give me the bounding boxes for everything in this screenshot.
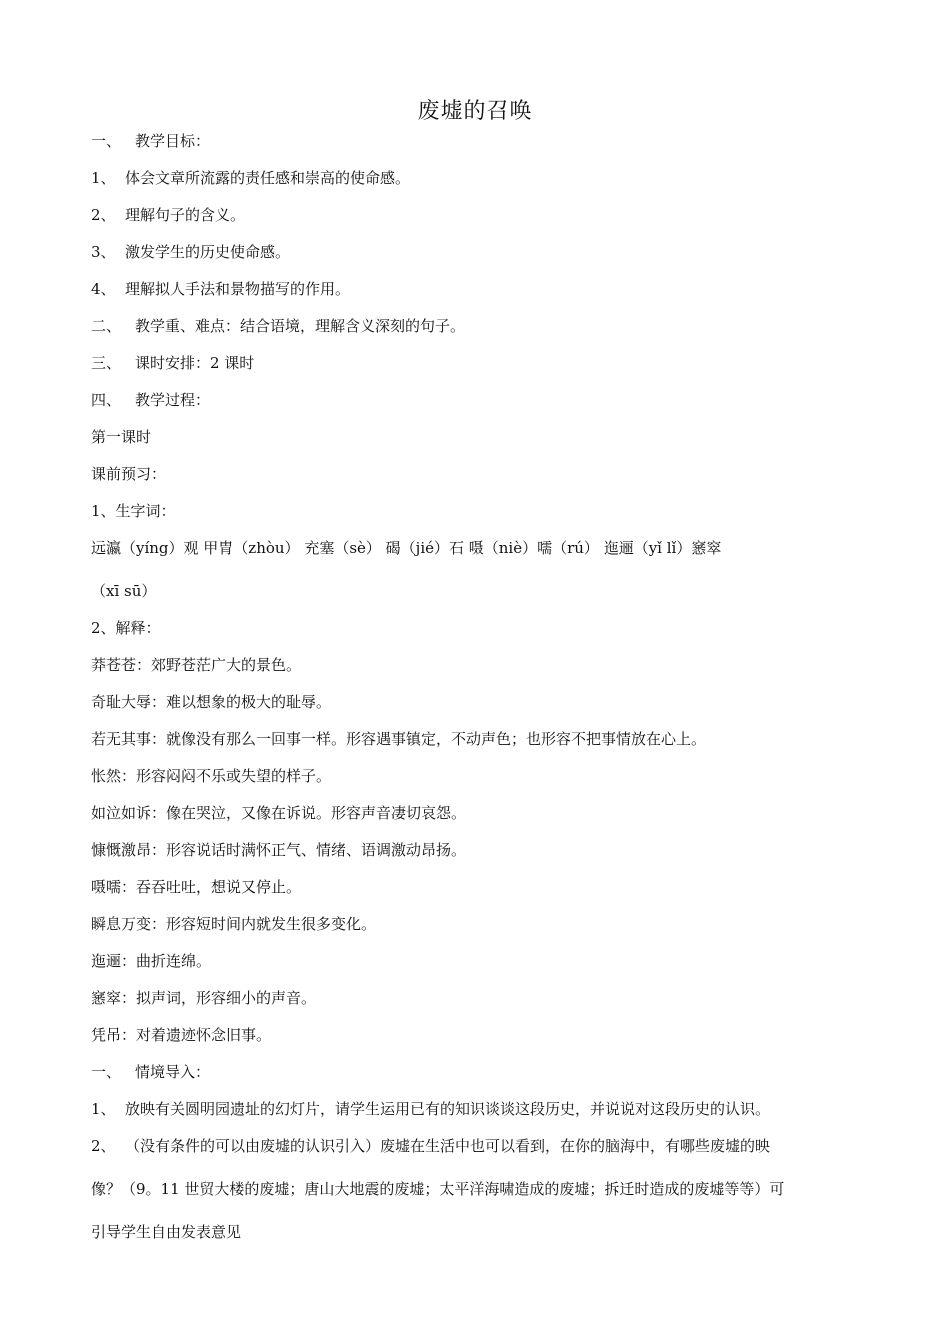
paragraph-line bbox=[91, 427, 871, 447]
line-text: 慷慨激昂：形容说话时满怀正气、情绪、语调激动昂扬。 bbox=[91, 841, 467, 859]
definition-line bbox=[91, 988, 871, 1008]
line-text: 1、生字词： bbox=[91, 502, 176, 520]
line-text: 瞬息万变：形容短时间内就发生很多变化。 bbox=[91, 915, 377, 933]
list-item bbox=[91, 1099, 871, 1119]
section-heading-schedule bbox=[91, 353, 871, 373]
paragraph-line bbox=[91, 618, 871, 638]
definition-line bbox=[91, 692, 871, 712]
line-text: 第一课时 bbox=[91, 428, 152, 446]
list-item bbox=[91, 205, 871, 225]
line-text: 课时安排：2 课时 bbox=[135, 354, 255, 372]
line-text: 凭吊：对着遗迹怀念旧事。 bbox=[91, 1026, 272, 1044]
list-item bbox=[91, 168, 871, 188]
list-item bbox=[91, 279, 871, 299]
definition-line bbox=[91, 914, 871, 934]
section-heading-introduction bbox=[91, 1062, 871, 1082]
section-heading-objectives bbox=[91, 131, 871, 151]
line-text: 理解拟人手法和景物描写的作用。 bbox=[125, 280, 351, 298]
item-number: 4、 bbox=[91, 280, 116, 298]
item-number: 2、 bbox=[91, 206, 116, 224]
line-text: 奇耻大辱：难以想象的极大的耻辱。 bbox=[91, 693, 332, 711]
line-text: 迤逦：曲折连绵。 bbox=[91, 952, 212, 970]
line-text: 理解句子的含义。 bbox=[125, 206, 246, 224]
item-number: 四、 bbox=[91, 391, 122, 409]
line-text: 体会文章所流露的责任感和崇高的使命感。 bbox=[125, 169, 411, 187]
item-number: 2、 bbox=[91, 1137, 116, 1155]
line-text: 放映有关圆明园遗址的幻灯片，请学生运用已有的知识谈谈这段历史，并说说对这段历史的认识。 bbox=[125, 1100, 771, 1118]
line-text: （没有条件的可以由废墟的认识引入）废墟在生活中也可以看到，在你的脑海中，有哪些废墟的映 bbox=[125, 1137, 771, 1155]
item-number: 1、 bbox=[91, 169, 116, 187]
document-title: 废墟的召唤 bbox=[417, 99, 533, 124]
line-text: 嗫嚅：吞吞吐吐，想说又停止。 bbox=[91, 878, 302, 896]
definition-line bbox=[91, 951, 871, 971]
line-text: 若无其事：就像没有那么一回事一样。形容遇事镇定，不动声色；也形容不把事情放在心上。 bbox=[91, 730, 707, 748]
definition-line bbox=[91, 840, 871, 860]
line-text: 情境导入： bbox=[135, 1063, 211, 1081]
line-text: 课前预习： bbox=[91, 465, 167, 483]
item-number: 3、 bbox=[91, 243, 116, 261]
list-item bbox=[91, 1136, 871, 1156]
line-text: 教学重、难点：结合语境，理解含义深刻的句子。 bbox=[135, 317, 466, 335]
line-text: 怅然：形容闷闷不乐或失望的样子。 bbox=[91, 767, 332, 785]
definition-line bbox=[91, 1025, 871, 1045]
line-text: 引导学生自由发表意见 bbox=[91, 1223, 242, 1241]
paragraph-line bbox=[91, 464, 871, 484]
item-number: 二、 bbox=[91, 317, 122, 335]
paragraph-line bbox=[91, 1222, 871, 1242]
paragraph-line bbox=[91, 1179, 871, 1199]
item-number: 1、 bbox=[91, 1100, 116, 1118]
item-number: 一、 bbox=[91, 1063, 122, 1081]
line-text: 像？（9。11 世贸大楼的废墟；唐山大地震的废墟；太平洋海啸造成的废墟；拆迁时造成的废墟等等）可 bbox=[91, 1180, 785, 1198]
vocabulary-line bbox=[91, 581, 871, 601]
line-text: 教学目标： bbox=[135, 132, 211, 150]
definition-line bbox=[91, 729, 871, 749]
list-item bbox=[91, 242, 871, 262]
line-text: 激发学生的历史使命感。 bbox=[125, 243, 291, 261]
paragraph-line bbox=[91, 501, 871, 521]
section-heading-key-points bbox=[91, 316, 871, 336]
line-text: （xī sū） bbox=[91, 582, 157, 600]
line-text: 窸窣：拟声词，形容细小的声音。 bbox=[91, 989, 317, 1007]
definition-line bbox=[91, 766, 871, 786]
vocabulary-line bbox=[91, 538, 871, 558]
definition-line bbox=[91, 655, 871, 675]
definition-line bbox=[91, 803, 871, 823]
item-number: 三、 bbox=[91, 354, 122, 372]
definition-line bbox=[91, 877, 871, 897]
line-text: 2、解释： bbox=[91, 619, 161, 637]
section-heading-process bbox=[91, 390, 871, 410]
line-text: 教学过程： bbox=[135, 391, 211, 409]
line-text: 莽苍苍：郊野苍茫广大的景色。 bbox=[91, 656, 302, 674]
line-text: 远瀛（yíng）观 甲胄（zhòu） 充塞（sè） 碣（jié）石 嗫（niè）嚅（rú） 迤逦（yǐ lǐ）窸窣 bbox=[91, 539, 722, 557]
line-text: 如泣如诉：像在哭泣，又像在诉说。形容声音凄切哀怨。 bbox=[91, 804, 467, 822]
item-number: 一、 bbox=[91, 132, 122, 150]
